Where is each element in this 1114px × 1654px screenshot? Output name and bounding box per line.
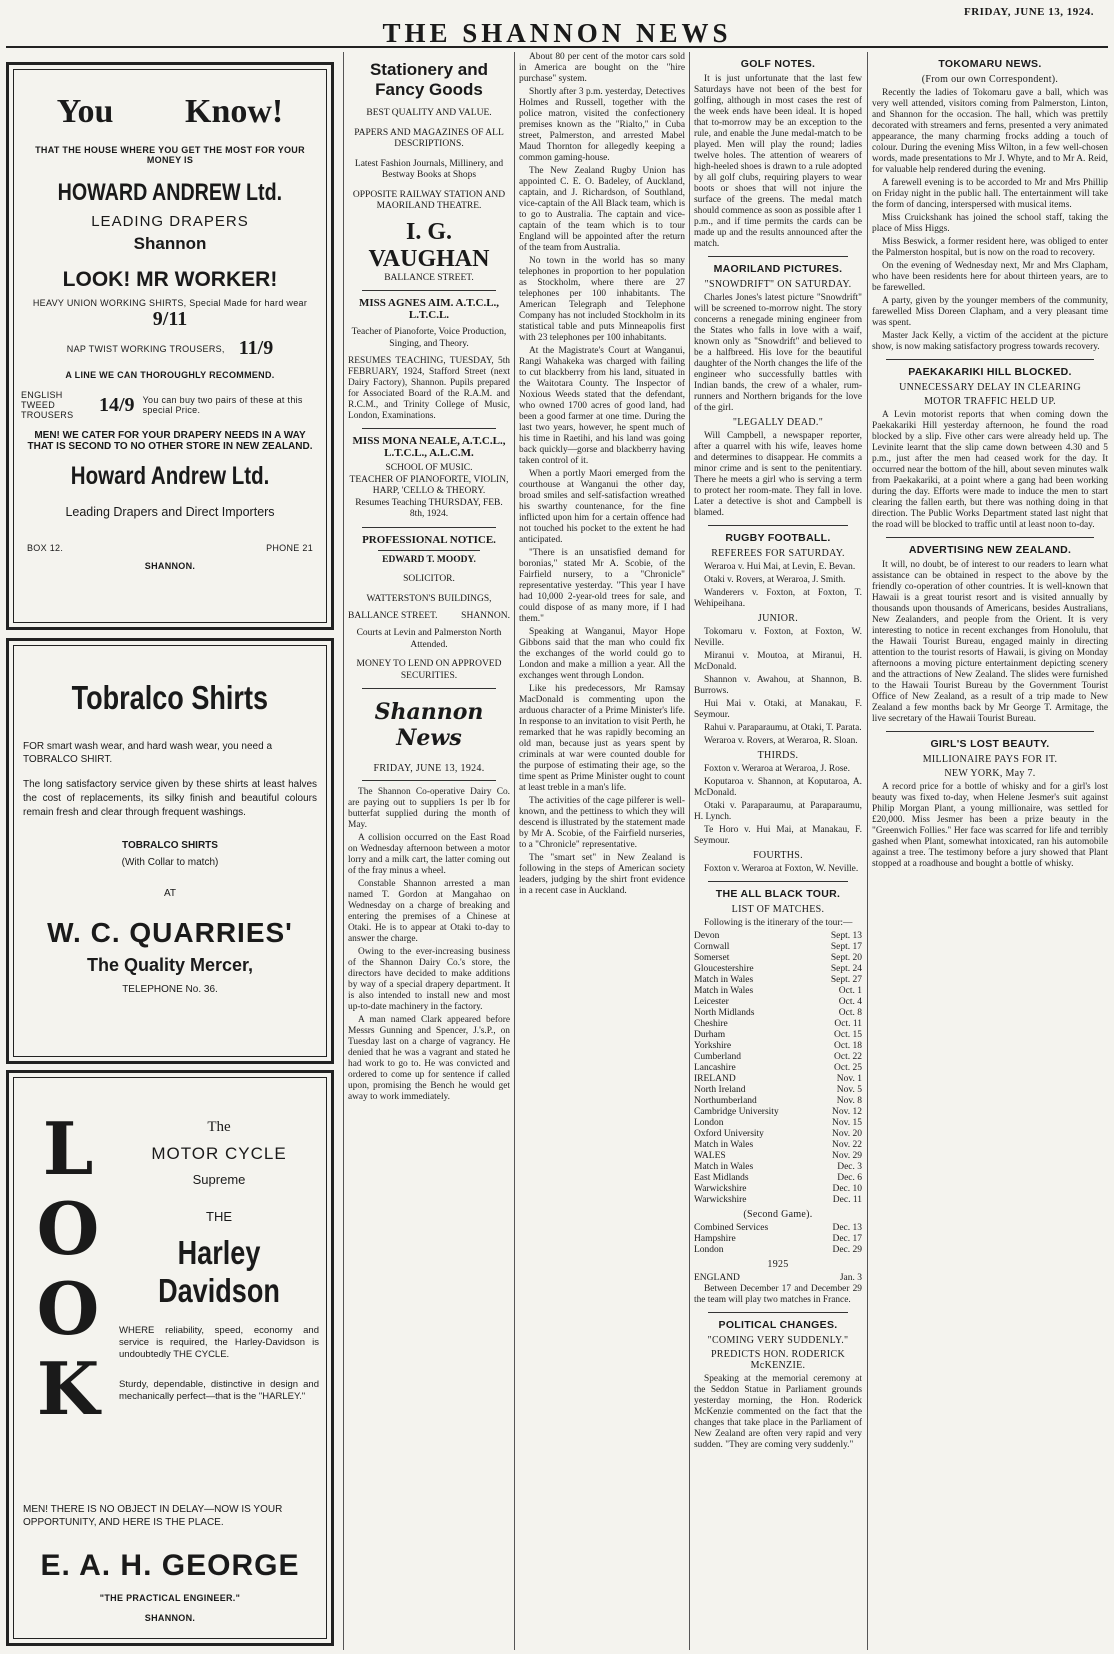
tokomaru-item: On the evening of Wednesday next, Mr and Mrs Clapham, who have been residents here for about thirteen years, are to be farewelled.: [872, 261, 1108, 293]
rugby-heading: RUGBY FOOTBALL.: [725, 532, 831, 544]
match-team: ENGLAND: [694, 1273, 740, 1283]
masthead: [0, 0, 1114, 50]
match-row: [694, 997, 862, 1008]
tokomaru-item: Miss Cruickshank has joined the school staff, taking the place of Miss Higgs.: [872, 213, 1108, 234]
match-list: [694, 931, 862, 1206]
tweed-trousers: ENGLISH TWEED TROUSERS: [21, 390, 74, 420]
snowdrift-sub: "SNOWDRIFT" ON SATURDAY.: [704, 279, 852, 290]
article: The Shannon Co-operative Dairy Co. are paying out to suppliers 1s per lb for butterfat supplied during the month of May.: [348, 787, 510, 830]
stationery-title: Stationery and Fancy Goods: [369, 60, 489, 99]
gothic-title: Shannon News: [374, 699, 484, 751]
match-date: Sept. 13: [830, 931, 862, 941]
match-team: Oxford University: [694, 1129, 764, 1139]
match-row: [694, 1184, 862, 1195]
look-letter: K: [36, 1346, 100, 1431]
box-number: BOX 12.: [27, 543, 64, 553]
vaughan-street: BALLANCE STREET.: [384, 272, 474, 283]
nap-trousers: NAP TWIST WORKING TROUSERS,: [66, 343, 225, 354]
courts-attended: Courts at Levin and Palmerston North Attended.: [356, 628, 502, 650]
mona-neale: MISS MONA NEALE, A.T.C.L., L.T.C.L., A.L.C.M.: [352, 435, 506, 459]
match-team: Northumberland: [694, 1096, 757, 1106]
itinerary-intro: Following is the itinerary of the tour:—: [704, 918, 853, 928]
fixture: Te Horo v. Hui Mai, at Manakau, F. Seymour.: [694, 825, 862, 846]
fixture: Koputaroa v. Shannon, at Koputaroa, A. McDonald.: [694, 777, 862, 798]
match-date: Nov. 1: [836, 1074, 862, 1084]
article: About 80 per cent of the motor cars sold in America are bought on the "hire purchase" system.: [519, 52, 685, 84]
tobralco-at: AT: [163, 888, 177, 899]
george-town: SHANNON.: [144, 1613, 196, 1623]
match-date: Dec. 17: [832, 1234, 862, 1244]
best-quality: BEST QUALITY AND VALUE.: [366, 108, 492, 118]
motor-text-2: Sturdy, dependable, distinctive in design and mechanically perfect—that is the "HARLEY.": [119, 1379, 319, 1402]
match-date: Oct. 15: [834, 1030, 862, 1040]
tokomaru-heading: TOKOMARU NEWS.: [938, 58, 1042, 70]
tour-year: 1925: [767, 1259, 789, 1270]
match-row: [694, 1234, 862, 1245]
match-team: Warwickshire: [694, 1184, 747, 1194]
store-tagline: LEADING DRAPERS: [91, 213, 249, 230]
article: Shortly after 3 p.m. yesterday, Detectives Holmes and Russell, together with the police matron, visited the confectionery premises known as the "Rialto," in Cuba street, Palmerston, and arrested Mabel Maud Thornton for allegedly keeping a common gaming-house.: [519, 87, 685, 163]
fixture: Wanderers v. Foxton, at Foxton, T. Wehipeihana.: [694, 588, 862, 609]
motor-opportunity: MEN! THERE IS NO OBJECT IN DELAY—NOW IS YOUR OPPORTUNITY, AND HERE IS THE PLACE.: [23, 1504, 283, 1528]
legally-dead: "LEGALLY DEAD.": [732, 417, 824, 428]
motor-the-2: THE: [206, 1209, 232, 1224]
tobralco-title: Tobralco Shirts: [71, 679, 269, 716]
agnes-teacher: Teacher of Pianoforte, Voice Production, Singing, and Theory.: [351, 327, 507, 349]
match-row: [694, 1063, 862, 1074]
vaughan-name: I. G. VAUGHAN: [368, 218, 490, 272]
match-row: [694, 975, 862, 986]
recommend-line: A LINE WE CAN THOROUGHLY RECOMMEND.: [65, 370, 275, 380]
match-date: Nov. 5: [836, 1085, 862, 1095]
advertising-text: It will, no doubt, be of interest to our readers to learn what assistance can be obtained in respect to the above by the friendly co-operation of other countries. It is well-known that Hawaii is a great tourist resort and is visited annually by thousands upon thousands of Americans, besides Australians, New Zealanders, and people from the Orient. It is very interesting to notice in recent exchanges from Honolulu, that the Hawaii Tourist Bureau, engaged mainly in directing attention to the tourist resorts of Hawaii, is giving on Monday afternoons a moving picture entertainment depicting scenery and the attractions of New Zealand. The slides were furnished to the Hawaii Tourist Bureau by the Government Tourist Office of New Zealand, as a result of a trip made to New Zealand a few months back by Mr George T. Armitage, the live secretary of the Hawaii Tourist Bureau.: [872, 560, 1108, 724]
junior-sub: JUNIOR.: [757, 613, 799, 624]
agnes-aim: MISS AGNES AIM. A.T.C.L., L.T.C.L.: [358, 297, 500, 321]
tokomaru-item: Recently the ladies of Tokomaru gave a ball, which was very well attended, visitors coming from Palmerston, Linton, and Shannon for the occasion. The hall, which was prettily decorated with streamers and ferns, presented a very animated appearance, the many charming frocks adding a touch of colour. During the evening Miss Wilton, in a few well-chosen words, made presentations to Mr J. Whyte, and to Mr A. Reid, for valuable help rendered during the evening.: [872, 88, 1108, 175]
fourths-sub: FOURTHS.: [753, 850, 803, 861]
money-to-lend: MONEY TO LEND ON APPROVED SECURITIES.: [356, 659, 502, 681]
neale-resumes: Resumes Teaching THURSDAY, FEB. 8th, 1924.: [355, 497, 503, 519]
match-team: WALES: [694, 1151, 726, 1161]
match-team: Cambridge University: [694, 1107, 779, 1117]
article: At the Magistrate's Court at Wanganui, Rangi Wahakeka was charged with failing to cut blackberry from his land, situated in the Waitotara County. The Inspector of Noxious Weeds stated that the defendant, who owned 1700 acres of good land, had been a good farmer at one time. During the last two years, however, he spent much of his time in Raetihi, and his land was going back quickly—gorse and blackberry having taken control of it.: [519, 346, 685, 466]
dateline: NEW YORK, May 7.: [944, 768, 1036, 779]
column-5: [872, 52, 1108, 1650]
ad-intro: THAT THE HOUSE WHERE YOU GET THE MOST FOR YOUR MONEY IS: [35, 145, 305, 165]
article: "There is an unsatisfied demand for boronias," stated Mr A. Scobie, of the Fairfield nursery, to a "Chronicle" representative yesterday. "This year I have had 10,000 2-year-old trees for sale, and could dispose of as many more, if I had them.": [519, 548, 685, 624]
match-team: Gloucestershire: [694, 964, 754, 974]
quality-mercer: The Quality Mercer,: [86, 955, 254, 975]
match-date: Dec. 10: [832, 1184, 862, 1194]
tobralco-text-1: FOR smart wash wear, and hard wash wear, you need a TOBRALCO SHIRT.: [23, 741, 273, 765]
quarries-telephone: TELEPHONE No. 36.: [122, 984, 218, 995]
match-row: [694, 1107, 862, 1118]
match-row: [694, 1085, 862, 1096]
store-name-2: Howard Andrew Ltd.: [70, 462, 270, 490]
correspondent: (From our own Correspondent).: [921, 74, 1059, 85]
match-team: Match in Wales: [694, 986, 754, 996]
watterstons: WATTERSTON'S BUILDINGS,: [366, 593, 492, 604]
look-letter: O: [36, 1266, 100, 1351]
match-row: [694, 1008, 862, 1019]
look-letter: O: [36, 1186, 100, 1271]
solicitor: SOLICITOR.: [403, 574, 455, 584]
column-rule: [343, 52, 344, 1650]
fixture: Foxton v. Weraroa at Foxton, W. Neville.: [704, 864, 859, 874]
agnes-resumes: RESUMES TEACHING, TUESDAY, 5th FEBRUARY, 1924, Stafford Street (next Dairy Factory), Shannon. Pupils prepared for Associated Board of the R.A.M. and R.C.M., and Trinity College of Music, London, Examinations.: [348, 356, 510, 421]
match-row: [694, 942, 862, 953]
match-date: Dec. 13: [832, 1223, 862, 1233]
thirds-sub: THIRDS.: [757, 750, 799, 761]
moody-street: BALLANCE STREET.: [348, 611, 438, 621]
article: The New Zealand Rugby Union has appointed C. E. O. Badeley, of Auckland, captain, and J. Richardson, of Southland, vice-captain of the All Black team, which is to go to Australia. The captain and vice-captain of the team which is to tour England will be appointed after the return of the team from Australia.: [519, 166, 685, 253]
professional-notice: PROFESSIONAL NOTICE.: [362, 533, 496, 546]
fixture: Weraroa v. Hui Mai, at Levin, E. Bevan.: [704, 562, 856, 572]
match-team: Devon: [694, 931, 720, 941]
match-date: Dec. 11: [832, 1195, 862, 1205]
match-team: Warwickshire: [694, 1195, 747, 1205]
article: Speaking at Wanganui, Mayor Hope Gibbons said that the man who could fix the exchanges of the world could go to London and make a million a year. All the exchanges went through London.: [519, 627, 685, 681]
paekakariki-heading: PAEKAKARIKI HILL BLOCKED.: [908, 366, 1072, 378]
tweed-note: You can buy two pairs of these at this special Price.: [142, 395, 303, 415]
match-date: Oct. 11: [834, 1019, 862, 1029]
legally-dead-text: Will Campbell, a newspaper reporter, after a quarrel with his wife, leaves home and determines to disappear. He commits a minor crime and is sent to the penitentiary. There he meets a girl who is serving a term to protect her room-mate. They fall in love. Later a detective is shot and Campbell is blamed.: [694, 431, 862, 518]
lost-beauty-heading: GIRL'S LOST BEAUTY.: [930, 738, 1050, 750]
fixture: Foxton v. Weraroa at Weraroa, J. Rose.: [704, 764, 850, 774]
fixture: Weraroa v. Rovers, at Weraroa, R. Sloan.: [704, 736, 858, 746]
papers: PAPERS AND MAGAZINES OF ALL DESCRIPTIONS.: [354, 127, 504, 149]
tokomaru-item: A farewell evening is to be accorded to Mr and Mrs Phillip on Friday night in the public hall. The entertainment will take the form of dancing, interspersed with musical items.: [872, 178, 1108, 210]
match-row: [694, 1140, 862, 1151]
match-row: [694, 1223, 862, 1234]
column-rule: [514, 52, 515, 1650]
match-row: [694, 1129, 862, 1140]
opposite: OPPOSITE RAILWAY STATION AND MAORILAND THEATRE.: [352, 189, 506, 211]
match-date: Nov. 20: [832, 1129, 862, 1139]
paekakariki-text: A Levin motorist reports that when coming down the Paekakariki Hill yesterday afternoon, he found the road blocked by a slip. Five other cars were already held up. The Levinite learnt that the slip came down between 4.30 and 5 p.m., just after the men had ceased work for the day. It occurred near the bottom of the hill, about seven minutes walk from Paekakariki, at a point where a gang had been working during the day. Efforts were made to induce the men to start clearing the fallen earth, but there was nothing doing in that direction. The Public Works Department stated last night that the road will be blocked to traffic until at least noon to-day.: [872, 410, 1108, 530]
heavy-shirts: HEAVY UNION WORKING SHIRTS, Special Made for hard wear: [32, 298, 308, 308]
unnecessary-delay: UNNECESSARY DELAY IN CLEARING: [899, 382, 1081, 393]
tobralco-collar: (With Collar to match): [121, 857, 219, 868]
predicts: PREDICTS HON. RODERICK McKENZIE.: [710, 1349, 846, 1371]
match-team: Durham: [694, 1030, 726, 1040]
match-date: Jan. 3: [839, 1273, 862, 1283]
heavy-price: 9/11: [152, 308, 188, 330]
article: The "smart set" in New Zealand is following in the steps of American society leaders, judging by the shirt front evidence in a recent case in Auckland.: [519, 853, 685, 896]
look-letter: L: [42, 1106, 94, 1191]
match-row: [694, 1162, 862, 1173]
match-team: Yorkshire: [694, 1041, 732, 1051]
fixture: Hui Mai v. Otaki, at Manakau, F. Seymour.: [694, 699, 862, 720]
fixture: Miranui v. Moutoa, at Miranui, H. McDonald.: [694, 651, 862, 672]
tokomaru-item: Master Jack Kelly, a victim of the accident at the picture show, is now making satisfactory progress towards recovery.: [872, 331, 1108, 352]
ad-headline-know: Know!: [185, 93, 284, 130]
motor-text-1: WHERE reliability, speed, economy and service is required, the Harley-Davidson is undoubtedly THE CYCLE.: [119, 1325, 319, 1360]
match-date: Nov. 12: [832, 1107, 862, 1117]
article: A man named Clark appeared before Messrs Gunning and Spencer, J.'s.P., on Tuesday last on a charge of vagrancy. He denied that he was a vagrant and stated he had work to go to. He was convicted and ordered to come up for sentence if called upon, promising the Bench he would get away to work immediately.: [348, 1015, 510, 1102]
ad-harley-davidson: [6, 1070, 334, 1646]
drapery-promise: MEN! WE CATER FOR YOUR DRAPERY NEEDS IN A WAY THAT IS SECOND TO NO OTHER STORE IN NEW ZEALAND.: [27, 430, 313, 452]
match-row: [694, 1118, 862, 1129]
match-row: [694, 931, 862, 942]
ad-headline-you: You: [56, 93, 114, 130]
store-name: HOWARD ANDREW Ltd.: [57, 179, 283, 206]
match-team: Match in Wales: [694, 1162, 754, 1172]
tweed-price: 14/9: [99, 393, 135, 416]
coming-suddenly: "COMING VERY SUDDENLY.": [707, 1335, 849, 1346]
article: The activities of the cage pilferer is well-known, and the pettiness to which they will descend is illustrated by the statement made by Mr A. Scobie, of the Fairfield nurseries, to a "Chronicle" representative.: [519, 796, 685, 850]
tokomaru-item: Miss Beswick, a former resident here, was obliged to enter the Palmerston hospital, but is now on the road to recovery.: [872, 237, 1108, 258]
motor-traffic: MOTOR TRAFFIC HELD UP.: [924, 396, 1056, 407]
masthead-rule: [6, 46, 1108, 48]
list-of-matches: LIST OF MATCHES.: [731, 904, 825, 915]
fashion: Latest Fashion Journals, Millinery, and Bestway Books at Shops: [354, 158, 504, 180]
article: No town in the world has so many telephones in proportion to her population as Stockholm, where there are 27 telephones per 100 inhabitants. The American Telegraph and Telephone Company has not included Stockholm in its statistical table and puts Minneapolis first with 23 telephones per 100 inhabitants.: [519, 256, 685, 343]
look-worker: LOOK! MR WORKER!: [62, 268, 278, 291]
match-team: Lancashire: [694, 1063, 736, 1073]
fixture: Shannon v. Awahou, at Shannon, B. Burrows.: [694, 675, 862, 696]
tobralco-shirts: TOBRALCO SHIRTS: [122, 840, 218, 851]
golf-heading: GOLF NOTES.: [740, 58, 816, 70]
match-date: Dec. 6: [837, 1173, 862, 1183]
match-row: [694, 1195, 862, 1206]
match-team: Somerset: [694, 953, 730, 963]
match-row: [694, 964, 862, 975]
match-date: Dec. 3: [837, 1162, 862, 1172]
match-date: Oct. 8: [838, 1008, 862, 1018]
match-date: Oct. 25: [834, 1063, 862, 1073]
match-team: London: [694, 1118, 724, 1128]
match-date: Sept. 27: [830, 975, 862, 985]
match-team: Leicester: [694, 997, 729, 1007]
match-row: [694, 953, 862, 964]
store-town: Shannon: [133, 234, 207, 253]
newspaper-title: THE SHANNON NEWS: [382, 18, 732, 48]
match-date: Nov. 22: [832, 1140, 862, 1150]
article: Like his predecessors, Mr Ramsay MacDonald is commenting upon the arduous character of a Prime Minister's life. In response to an invitation to visit Perth, he remarked that he was rapidly becoming an old man, because just as years spent by criminals at war were counted double for the purpose of estimating their age, so the time spent as Prime Minister ought to count at least treble in a man's life.: [519, 684, 685, 793]
george-name: E. A. H. GEORGE: [40, 1549, 300, 1582]
fixture: Rahui v. Paraparaumu, at Otaki, T. Parata.: [704, 723, 862, 733]
match-row: [694, 1074, 862, 1085]
match-date: Dec. 29: [832, 1245, 862, 1255]
column-rule: [867, 52, 868, 1650]
fixture: Tokomaru v. Foxton, at Foxton, W. Neville.: [694, 627, 862, 648]
motor-the: The: [207, 1119, 231, 1135]
match-team: Hampshire: [694, 1234, 736, 1244]
match-date: Oct. 1: [838, 986, 862, 996]
issue-date: FRIDAY, JUNE 13, 1924.: [964, 6, 1094, 18]
column-2: [348, 52, 510, 1650]
political-text: Speaking at the memorial ceremony at the Seddon Statue in Parliament grounds yesterday morning, the Hon. Roderick McKenzie commented on the fact that the changes that take place in the Parliament of New Zealand are often very rapid and very sudden. "They are coming very suddenly.": [694, 1374, 862, 1450]
maoriland-text: Charles Jones's latest picture "Snowdrift" will be screened to-morrow night. The story concerns a renegade mining engineer from the States who falls in love with a waif, known only as "Snowdrift" and believed to be a halfbreed. His love for the beautiful daughter of the North changes the life of the engineer who successfully battles with Indian bands, the crew of a whaler, rum-runners and Northern brigands for the love of the girl.: [694, 293, 862, 413]
match-row: [694, 1151, 862, 1162]
match-team: Match in Wales: [694, 1140, 754, 1150]
advertising-heading: ADVERTISING NEW ZEALAND.: [908, 544, 1072, 556]
match-row: [694, 1019, 862, 1030]
ad-tobralco: [6, 638, 334, 1064]
column-rule: [689, 52, 690, 1650]
match-row: [694, 1030, 862, 1041]
column-4: [694, 52, 862, 1650]
tour-heading: THE ALL BLACK TOUR.: [715, 888, 841, 900]
match-team: London: [694, 1245, 724, 1255]
article: When a portly Maori emerged from the courthouse at Wanganui the other day, broad smiles and self-satisfaction wreathed his swarthy countenance, for the fine inflicted upon him for a certain offence had not touched his pocket to the extent he had anticipated.: [519, 469, 685, 545]
golf-notes: It is just unfortunate that the last few Saturdays have not been of the best for golfing, although in most cases the rest of the week ends have been ideal. It is hoped that to-morrow may be an exception to the rule, and enable the June medal-match to be played. Men will play the round; ladies twelve holes. The attention of wearers of high-heeled shoes is drawn to a rule adopted by all golf clubs, requiring players to wear boots or shoes that will not injure the surface of the greens. The medal match should commence as soon as possible after 1 p.m., and if time permits the cards can be made up and the results announced after the match.: [694, 74, 862, 249]
motor-supreme: Supreme: [192, 1172, 246, 1187]
practical-engineer: "THE PRACTICAL ENGINEER.": [99, 1593, 241, 1603]
moody-town: SHANNON.: [461, 611, 510, 621]
match-team: Match in Wales: [694, 975, 754, 985]
match-row: [694, 1041, 862, 1052]
neale-teacher: TEACHER OF PIANOFORTE, VIOLIN, HARP, 'CELLO & THEORY.: [349, 474, 509, 496]
article: Constable Shannon arrested a man named T. Gordon at Mangahao on Wednesday on a charge of breaking and entering the premises of a Chinese at Otaki. He is to appear at Otaki to-day to answer the charge.: [348, 879, 510, 944]
motor-cycle: MOTOR CYCLE: [151, 1144, 287, 1163]
match-team: North Midlands: [694, 1008, 755, 1018]
match-team: Combined Services: [694, 1223, 769, 1233]
match-team: IRELAND: [694, 1074, 736, 1084]
match-date: Oct. 4: [838, 997, 862, 1007]
match-team: Cheshire: [694, 1019, 728, 1029]
article: A collision occurred on the East Road on Wednesday afternoon between a motor lorry and a milk cart, the latter coming out of the fray minus a wheel.: [348, 833, 510, 876]
match-list-2: [694, 1223, 862, 1256]
nap-price: 11/9: [238, 337, 274, 359]
tour-note: Between December 17 and December 29 the team will play two matches in France.: [694, 1284, 862, 1305]
school-of-music: SCHOOL OF MUSIC.: [385, 463, 473, 473]
ad-howard-andrew: [6, 62, 334, 630]
match-date: Oct. 18: [834, 1041, 862, 1051]
ad-town: SHANNON.: [144, 561, 196, 571]
match-date: Nov. 29: [832, 1151, 862, 1161]
match-date: Sept. 17: [830, 942, 862, 952]
article: Owing to the ever-increasing business of the Shannon Dairy Co.'s store, the directors have decided to make additions by way of a special drapery department. It is also intended to install new and most up-to-date machinery in the factory.: [348, 947, 510, 1012]
match-row: [694, 1096, 862, 1107]
fixture: Otaki v. Paraparaumu, at Paraparaumu, H. Lynch.: [694, 801, 862, 822]
fixture: Otaki v. Rovers, at Weraroa, J. Smith.: [704, 575, 846, 585]
match-team: Cumberland: [694, 1052, 741, 1062]
match-team: North Ireland: [694, 1085, 746, 1095]
tobralco-text-2: The long satisfactory service given by these shirts at least halves the cost of replacements, its silky finish and beautiful colours remain fresh and clear through frequent washings.: [23, 779, 317, 818]
tokomaru-item: A party, given by the younger members of the community, farewelled Miss Doreen Clapham, and a very pleasant time was spent.: [872, 296, 1108, 328]
match-team: Cornwall: [694, 942, 730, 952]
importers: Leading Drapers and Direct Importers: [65, 505, 275, 519]
match-date: Nov. 15: [832, 1118, 862, 1128]
millionaire-pays: MILLIONAIRE PAYS FOR IT.: [922, 754, 1058, 765]
column-3: [519, 52, 685, 1650]
maoriland-heading: MAORILAND PICTURES.: [713, 263, 843, 275]
look-banner: [25, 1106, 111, 1431]
phone-number: PHONE 21: [266, 543, 313, 553]
match-row: [694, 1173, 862, 1184]
match-date: Sept. 20: [830, 953, 862, 963]
harley-brand: Harley Davidson: [158, 1234, 280, 1309]
quarries-name: W. C. QUARRIES': [47, 917, 293, 948]
lost-beauty-text: A record price for a bottle of whisky and for a girl's lost beauty was fixed to-day, when Helene Jesmer's suit against Philip Morgan Plant, a young millionaire, was settled for £20,000. Miss Jesmer has been a prize beauty in the "Greenwich Follies." Her face was scarred for life and terribly gashed when Plant, somewhat intoxicated, ran his automobile against a tree. The testimony before a jury showed that Plant stopped at a roadhouse and bought a bottle of whisky.: [872, 782, 1108, 869]
match-row: [694, 1245, 862, 1256]
match-date: Nov. 8: [836, 1096, 862, 1106]
match-row: [694, 986, 862, 997]
match-date: Oct. 22: [834, 1052, 862, 1062]
match-row: [694, 1052, 862, 1063]
match-team: East Midlands: [694, 1173, 749, 1183]
edward-moody: EDWARD T. MOODY.: [382, 554, 476, 565]
match-date: Sept. 24: [830, 964, 862, 974]
political-heading: POLITICAL CHANGES.: [718, 1319, 838, 1331]
leader-date: FRIDAY, JUNE 13, 1924.: [373, 763, 485, 774]
referees-sub: REFEREES FOR SATURDAY.: [711, 548, 845, 559]
second-game: (Second Game).: [743, 1209, 813, 1220]
